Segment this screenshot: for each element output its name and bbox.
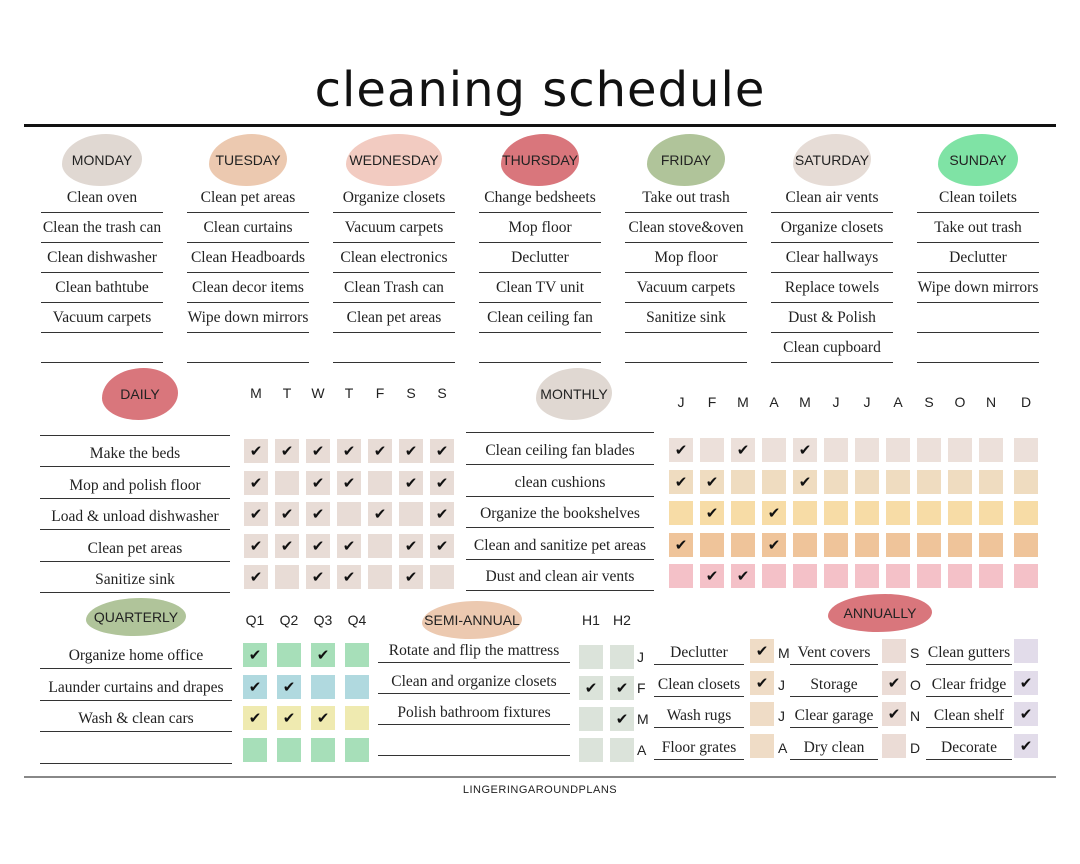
day-task: Clean curtains	[187, 216, 309, 243]
daily-checkbox[interactable]: ✔	[430, 471, 454, 495]
annual-task: Clear garage	[790, 704, 878, 728]
monthly-checkbox[interactable]	[824, 470, 848, 494]
monthly-checkbox[interactable]	[762, 564, 786, 588]
monthly-checkbox[interactable]	[700, 438, 724, 462]
daily-checkbox[interactable]: ✔	[244, 471, 268, 495]
quarterly-task: Organize home office	[40, 642, 232, 669]
day-task: Mop floor	[479, 216, 601, 243]
annual-checkbox[interactable]	[750, 702, 774, 726]
day-task: Clean electronics	[333, 246, 455, 273]
page-title: cleaning schedule	[314, 62, 766, 118]
daily-checkbox[interactable]: ✔	[306, 439, 330, 463]
annual-task: Floor grates	[654, 736, 744, 760]
daily-header: W	[311, 385, 325, 401]
semiannual-task: Clean and organize closets	[378, 670, 570, 694]
monthly-checkbox[interactable]: ✔	[669, 533, 693, 557]
monthly-checkbox[interactable]: ✔	[731, 438, 755, 462]
daily-checkbox[interactable]: ✔	[430, 502, 454, 526]
day-task: Organize closets	[771, 216, 893, 243]
day-task: Clean ceiling fan	[479, 306, 601, 333]
annual-month-letter: S	[910, 645, 920, 661]
daily-header: M	[250, 385, 262, 401]
annual-month-letter: O	[910, 676, 921, 693]
quarterly-checkbox[interactable]: ✔	[277, 706, 301, 730]
annual-task: Clean shelf	[926, 704, 1012, 728]
monthly-header: S	[924, 394, 934, 410]
day-task: Declutter	[917, 246, 1039, 273]
annual-month-letter: A	[778, 739, 788, 756]
day-label-tuesday: TUESDAY	[209, 134, 287, 186]
quarterly-checkbox[interactable]: ✔	[243, 675, 267, 699]
quarterly-checkbox[interactable]	[311, 675, 335, 699]
monthly-checkbox[interactable]	[917, 501, 941, 525]
semiannual-header: H1	[582, 612, 600, 628]
semiannual-month-letter: M	[637, 711, 649, 727]
day-task: Wipe down mirrors	[187, 306, 309, 333]
day-task: Vacuum carpets	[625, 276, 747, 303]
monthly-checkbox[interactable]	[731, 501, 755, 525]
monthly-task: clean cushions	[466, 468, 654, 497]
daily-checkbox[interactable]	[275, 471, 299, 495]
monthly-checkbox[interactable]	[917, 438, 941, 462]
monthly-checkbox[interactable]	[948, 470, 972, 494]
daily-checkbox[interactable]: ✔	[399, 565, 423, 589]
daily-checkbox[interactable]: ✔	[306, 502, 330, 526]
daily-checkbox[interactable]: ✔	[368, 439, 392, 463]
quarterly-checkbox[interactable]	[277, 643, 301, 667]
monthly-checkbox[interactable]: ✔	[700, 564, 724, 588]
monthly-checkbox[interactable]: ✔	[793, 470, 817, 494]
annual-task: Declutter	[654, 641, 744, 665]
monthly-checkbox[interactable]	[824, 533, 848, 557]
annual-checkbox[interactable]: ✔	[882, 671, 906, 695]
semiannual-month-letter: F	[637, 680, 646, 696]
quarterly-checkbox[interactable]	[311, 738, 335, 762]
quarterly-checkbox[interactable]	[243, 738, 267, 762]
semiannual-checkbox[interactable]	[610, 738, 634, 762]
daily-checkbox[interactable]: ✔	[275, 439, 299, 463]
monthly-checkbox[interactable]	[793, 501, 817, 525]
monthly-checkbox[interactable]	[824, 438, 848, 462]
monthly-checkbox[interactable]	[793, 533, 817, 557]
monthly-checkbox[interactable]	[948, 533, 972, 557]
monthly-header: A	[893, 394, 903, 410]
annual-task: Vent covers	[790, 641, 878, 665]
annual-checkbox[interactable]: ✔	[1014, 671, 1038, 695]
daily-checkbox[interactable]: ✔	[244, 534, 268, 558]
monthly-checkbox[interactable]: ✔	[762, 501, 786, 525]
daily-top-line	[40, 435, 230, 436]
monthly-header: F	[707, 394, 717, 410]
daily-checkbox[interactable]	[399, 502, 423, 526]
quarterly-checkbox[interactable]: ✔	[243, 706, 267, 730]
daily-checkbox[interactable]: ✔	[368, 502, 392, 526]
footer-rule	[24, 776, 1056, 778]
monthly-label: MONTHLY	[536, 368, 612, 420]
day-task: Clean TV unit	[479, 276, 601, 303]
annual-task: Clear fridge	[926, 673, 1012, 697]
monthly-checkbox[interactable]	[855, 564, 879, 588]
daily-checkbox[interactable]: ✔	[337, 534, 361, 558]
annual-task: Clean gutters	[926, 641, 1012, 665]
monthly-checkbox[interactable]	[979, 533, 1003, 557]
daily-task: Mop and polish floor	[40, 471, 230, 499]
quarterly-checkbox[interactable]	[345, 643, 369, 667]
monthly-top-line	[466, 432, 654, 433]
semiannual-month-letter: A	[637, 742, 647, 758]
monthly-header: A	[769, 394, 779, 410]
monthly-checkbox[interactable]	[669, 564, 693, 588]
day-task: Clean dishwasher	[41, 246, 163, 273]
annual-checkbox[interactable]	[882, 734, 906, 758]
quarterly-header: Q4	[347, 612, 367, 628]
semiannual-label: SEMI-ANNUAL	[422, 601, 522, 639]
annual-checkbox[interactable]: ✔	[1014, 702, 1038, 726]
monthly-checkbox[interactable]: ✔	[762, 533, 786, 557]
monthly-checkbox[interactable]	[917, 533, 941, 557]
day-task: Vacuum carpets	[333, 216, 455, 243]
annual-month-letter: J	[778, 676, 785, 693]
monthly-checkbox[interactable]	[855, 438, 879, 462]
daily-checkbox[interactable]: ✔	[306, 471, 330, 495]
day-task: Clean Trash can	[333, 276, 455, 303]
semiannual-checkbox[interactable]	[610, 645, 634, 669]
quarterly-header: Q1	[245, 612, 265, 628]
daily-checkbox[interactable]: ✔	[275, 502, 299, 526]
annual-checkbox[interactable]: ✔	[882, 702, 906, 726]
monthly-checkbox[interactable]	[886, 564, 910, 588]
monthly-checkbox[interactable]	[886, 438, 910, 462]
quarterly-header: Q2	[279, 612, 299, 628]
quarterly-checkbox[interactable]: ✔	[311, 706, 335, 730]
monthly-checkbox[interactable]	[824, 564, 848, 588]
quarterly-header: Q3	[313, 612, 333, 628]
daily-checkbox[interactable]	[337, 502, 361, 526]
monthly-task: Dust and clean air vents	[466, 562, 654, 591]
quarterly-label: QUARTERLY	[86, 598, 186, 636]
day-task: Clean decor items	[187, 276, 309, 303]
title-rule	[24, 124, 1056, 127]
monthly-checkbox[interactable]	[731, 470, 755, 494]
day-task: Clean toilets	[917, 186, 1039, 213]
daily-label: DAILY	[102, 368, 178, 420]
annual-task: Storage	[790, 673, 878, 697]
daily-checkbox[interactable]: ✔	[430, 534, 454, 558]
daily-checkbox[interactable]: ✔	[244, 502, 268, 526]
quarterly-checkbox[interactable]	[277, 738, 301, 762]
semiannual-checkbox[interactable]	[579, 707, 603, 731]
monthly-checkbox[interactable]	[855, 501, 879, 525]
quarterly-checkbox[interactable]: ✔	[277, 675, 301, 699]
day-label-sunday: SUNDAY	[938, 134, 1018, 186]
daily-task: Clean pet areas	[40, 534, 230, 562]
quarterly-task: Launder curtains and drapes	[40, 674, 232, 701]
day-task: Take out trash	[625, 186, 747, 213]
monthly-checkbox[interactable]	[979, 501, 1003, 525]
daily-checkbox[interactable]: ✔	[306, 565, 330, 589]
semiannual-header: H2	[613, 612, 631, 628]
monthly-header: J	[677, 394, 685, 410]
day-task	[917, 336, 1039, 363]
day-task: Clean air vents	[771, 186, 893, 213]
monthly-checkbox[interactable]	[1014, 470, 1038, 494]
monthly-checkbox[interactable]	[1014, 501, 1038, 525]
monthly-checkbox[interactable]	[669, 501, 693, 525]
day-task: Clean the trash can	[41, 216, 163, 243]
monthly-checkbox[interactable]	[886, 533, 910, 557]
semiannual-checkbox[interactable]: ✔	[610, 707, 634, 731]
monthly-checkbox[interactable]	[762, 438, 786, 462]
annual-month-letter: M	[778, 645, 790, 661]
daily-checkbox[interactable]	[368, 565, 392, 589]
monthly-checkbox[interactable]	[979, 438, 1003, 462]
monthly-checkbox[interactable]	[1014, 564, 1038, 588]
monthly-checkbox[interactable]	[917, 470, 941, 494]
quarterly-task	[40, 737, 232, 764]
day-task: Clean Headboards	[187, 246, 309, 273]
monthly-header: N	[985, 394, 997, 410]
daily-task: Sanitize sink	[40, 565, 230, 593]
annual-month-letter: J	[778, 708, 785, 724]
semiannual-checkbox[interactable]: ✔	[579, 676, 603, 700]
day-task: Clean pet areas	[187, 186, 309, 213]
daily-header: F	[375, 385, 385, 401]
daily-checkbox[interactable]: ✔	[337, 439, 361, 463]
day-label-saturday: SATURDAY	[793, 134, 871, 186]
annual-checkbox[interactable]: ✔	[750, 639, 774, 663]
daily-checkbox[interactable]: ✔	[244, 565, 268, 589]
monthly-checkbox[interactable]	[855, 470, 879, 494]
monthly-header: J	[863, 394, 871, 410]
day-task: Vacuum carpets	[41, 306, 163, 333]
monthly-task: Clean and sanitize pet areas	[466, 531, 654, 560]
day-task: Sanitize sink	[625, 306, 747, 333]
monthly-checkbox[interactable]	[979, 564, 1003, 588]
monthly-checkbox[interactable]	[917, 564, 941, 588]
daily-task: Make the beds	[40, 439, 230, 467]
day-task: Change bedsheets	[479, 186, 601, 213]
monthly-header: O	[954, 394, 966, 410]
annual-checkbox[interactable]: ✔	[750, 671, 774, 695]
day-label-thursday: THURSDAY	[501, 134, 579, 186]
semiannual-task: Polish bathroom fixtures	[378, 701, 570, 725]
quarterly-checkbox[interactable]	[345, 675, 369, 699]
monthly-checkbox[interactable]	[855, 533, 879, 557]
daily-checkbox[interactable]: ✔	[399, 534, 423, 558]
monthly-checkbox[interactable]: ✔	[731, 564, 755, 588]
day-task: Clean cupboard	[771, 336, 893, 363]
daily-checkbox[interactable]: ✔	[306, 534, 330, 558]
monthly-header: J	[832, 394, 840, 410]
annual-task: Wash rugs	[654, 704, 744, 728]
day-task: Declutter	[479, 246, 601, 273]
daily-checkbox[interactable]	[368, 471, 392, 495]
monthly-checkbox[interactable]	[948, 501, 972, 525]
monthly-checkbox[interactable]	[979, 470, 1003, 494]
annual-task: Decorate	[926, 736, 1012, 760]
monthly-checkbox[interactable]: ✔	[669, 470, 693, 494]
day-task	[625, 336, 747, 363]
daily-checkbox[interactable]: ✔	[337, 565, 361, 589]
monthly-checkbox[interactable]: ✔	[793, 438, 817, 462]
monthly-checkbox[interactable]	[824, 501, 848, 525]
quarterly-task: Wash & clean cars	[40, 705, 232, 732]
day-task	[41, 336, 163, 363]
daily-checkbox[interactable]	[368, 534, 392, 558]
daily-checkbox[interactable]: ✔	[399, 439, 423, 463]
daily-checkbox[interactable]: ✔	[430, 439, 454, 463]
monthly-checkbox[interactable]	[948, 438, 972, 462]
semiannual-checkbox[interactable]: ✔	[610, 676, 634, 700]
monthly-checkbox[interactable]	[700, 533, 724, 557]
monthly-checkbox[interactable]	[886, 470, 910, 494]
semiannual-task	[378, 732, 570, 756]
day-task: Organize closets	[333, 186, 455, 213]
daily-checkbox[interactable]: ✔	[399, 471, 423, 495]
daily-header: T	[344, 385, 354, 401]
monthly-checkbox[interactable]	[948, 564, 972, 588]
day-task: Clear hallways	[771, 246, 893, 273]
day-task: Clean pet areas	[333, 306, 455, 333]
annual-checkbox[interactable]	[750, 734, 774, 758]
monthly-checkbox[interactable]	[731, 533, 755, 557]
quarterly-checkbox[interactable]	[345, 738, 369, 762]
day-label-wednesday: WEDNESDAY	[346, 134, 442, 186]
quarterly-checkbox[interactable]	[345, 706, 369, 730]
day-label-monday: MONDAY	[62, 134, 142, 186]
annual-month-letter: N	[910, 708, 921, 724]
day-task	[187, 336, 309, 363]
daily-checkbox[interactable]	[275, 565, 299, 589]
day-task	[917, 306, 1039, 333]
annual-month-letter: D	[910, 739, 921, 756]
monthly-checkbox[interactable]: ✔	[700, 501, 724, 525]
monthly-task: Clean ceiling fan blades	[466, 436, 654, 465]
annual-checkbox[interactable]	[882, 639, 906, 663]
annual-task: Clean closets	[654, 673, 744, 697]
monthly-checkbox[interactable]	[793, 564, 817, 588]
day-task: Dust & Polish	[771, 306, 893, 333]
day-label-friday: FRIDAY	[647, 134, 725, 186]
day-task: Mop floor	[625, 246, 747, 273]
annual-checkbox[interactable]	[1014, 639, 1038, 663]
daily-header: S	[406, 385, 416, 401]
daily-checkbox[interactable]: ✔	[244, 439, 268, 463]
day-task: Clean stove&oven	[625, 216, 747, 243]
daily-header: T	[282, 385, 292, 401]
monthly-checkbox[interactable]	[1014, 533, 1038, 557]
monthly-checkbox[interactable]	[886, 501, 910, 525]
quarterly-checkbox[interactable]: ✔	[243, 643, 267, 667]
day-task	[479, 336, 601, 363]
day-task: Wipe down mirrors	[917, 276, 1039, 303]
semiannual-task: Rotate and flip the mattress	[378, 639, 570, 663]
monthly-checkbox[interactable]: ✔	[669, 438, 693, 462]
daily-task: Load & unload dishwasher	[40, 502, 230, 530]
quarterly-checkbox[interactable]: ✔	[311, 643, 335, 667]
monthly-checkbox[interactable]: ✔	[700, 470, 724, 494]
day-task: Replace towels	[771, 276, 893, 303]
monthly-checkbox[interactable]	[762, 470, 786, 494]
annual-checkbox[interactable]: ✔	[1014, 734, 1038, 758]
annually-label: ANNUALLY	[828, 594, 932, 632]
monthly-header: D	[1020, 394, 1032, 410]
daily-checkbox[interactable]: ✔	[275, 534, 299, 558]
monthly-checkbox[interactable]	[1014, 438, 1038, 462]
day-task: Clean bathtube	[41, 276, 163, 303]
monthly-header: M	[799, 394, 811, 410]
monthly-header: M	[737, 394, 749, 410]
daily-checkbox[interactable]	[430, 565, 454, 589]
monthly-task: Organize the bookshelves	[466, 499, 654, 528]
daily-header: S	[437, 385, 447, 401]
semiannual-checkbox[interactable]	[579, 645, 603, 669]
semiannual-checkbox[interactable]	[579, 738, 603, 762]
daily-checkbox[interactable]: ✔	[337, 471, 361, 495]
footer-brand: LINGERINGAROUNDPLANS	[462, 784, 618, 796]
day-task: Clean oven	[41, 186, 163, 213]
semiannual-month-letter: J	[637, 649, 644, 665]
annual-task: Dry clean	[790, 736, 878, 760]
day-task	[333, 336, 455, 363]
day-task: Take out trash	[917, 216, 1039, 243]
